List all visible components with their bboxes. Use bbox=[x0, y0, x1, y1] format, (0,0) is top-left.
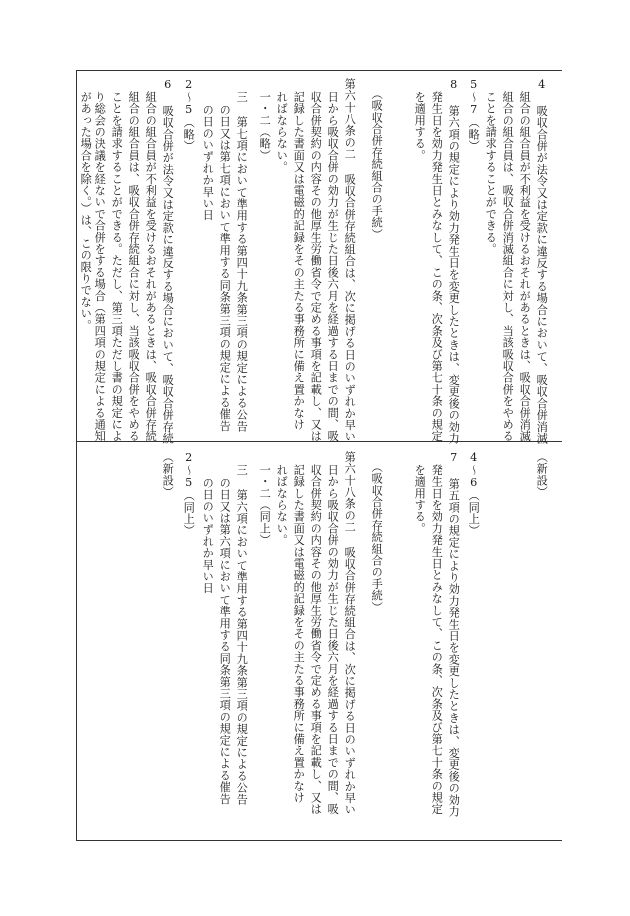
bottom-line-10: 第六十八条の二 吸収合併存続組合は、次に掲げる日のいずれか早い bbox=[343, 451, 357, 816]
top-line-3: 組合の組合員は、吸収合併消滅組合に対し、当該吸収合併をやめる bbox=[501, 91, 515, 442]
bottom-line-20: （新設） bbox=[161, 451, 175, 498]
bottom-line-16: 三 第六項において準用する第四十九条第三項の規定による公告 bbox=[235, 464, 249, 806]
top-line-8: を適用する。 bbox=[413, 91, 427, 162]
bottom-line-8: を適用する。 bbox=[413, 464, 427, 535]
bottom-line-14: ればならない。 bbox=[275, 464, 289, 546]
top-line-15: 一・二（略） bbox=[258, 91, 272, 162]
top-line-2: 組合の組合員が不利益を受けるおそれがあるときは、吸収合併消滅 bbox=[518, 91, 532, 442]
table-top-rule bbox=[76, 70, 562, 71]
top-line-9: （吸収合併存続組合の手続） bbox=[370, 88, 384, 241]
bottom-line-19: 2～5（同上） bbox=[182, 451, 196, 537]
top-line-23: ことを請求することができる。ただし、第三項ただし書の規定によ bbox=[110, 91, 124, 442]
top-line-16: 三 第七項において準用する第四十九条第三項の規定による公告 bbox=[235, 91, 249, 433]
top-line-24: り総会の決議を経ないで合併をする場合（第四項の規定による通知 bbox=[93, 91, 107, 442]
top-line-13: 記録した書面又は電磁的記録をその主たる事務所に備え置かなけ bbox=[292, 91, 306, 431]
bottom-line-13: 記録した書面又は電磁的記録をその主たる事務所に備え置かなけ bbox=[292, 464, 306, 804]
top-line-1: 4 吸収合併が法令又は定款に違反する場合において、吸収合併消滅 bbox=[535, 78, 549, 445]
bottom-line-9: （吸収合併存続組合の手続） bbox=[370, 461, 384, 614]
bottom-line-12: 収合併契約の内容その他厚生労働省令で定める事項を記載し、又は bbox=[309, 464, 323, 815]
top-line-19: 2～5（略） bbox=[182, 78, 196, 152]
bottom-line-17: の日又は第六項において準用する同条第三項の規定による催告 bbox=[218, 477, 232, 805]
bottom-line-7: 発生日を効力発生日とみなして、この条、次条及び第七十条の規定 bbox=[430, 464, 444, 815]
bottom-line-1: （新設） bbox=[535, 451, 549, 498]
top-line-14: ればならない。 bbox=[275, 91, 289, 173]
top-line-25: があった場合を除く。）は、この限りでない。 bbox=[79, 91, 93, 332]
table-bottom-rule bbox=[76, 840, 562, 841]
top-line-10: 第六十八条の二 吸収合併存続組合は、次に掲げる日のいずれか早い bbox=[343, 78, 357, 443]
top-line-7: 発生日を効力発生日とみなして、この条、次条及び第七十条の規定 bbox=[430, 91, 444, 442]
top-line-5: 5～7（略） bbox=[467, 78, 481, 152]
bottom-line-11: 日から吸収合併の効力が生じた日後六月を経過する日までの間、吸 bbox=[326, 464, 340, 815]
top-line-18: の日のいずれか早い日 bbox=[201, 104, 215, 221]
top-line-17: の日又は第七項において準用する同条第三項の規定による催告 bbox=[218, 104, 232, 432]
top-line-12: 収合併契約の内容その他厚生労働省令で定める事項を記載し、又は bbox=[309, 91, 323, 442]
bottom-line-5: 4～6（同上） bbox=[467, 451, 481, 537]
top-line-6: 8 第六項の規定により効力発生日を変更したときは、変更後の効力 bbox=[447, 78, 461, 445]
bottom-line-18: の日のいずれか早い日 bbox=[201, 477, 215, 594]
top-line-20: 6 吸収合併が法令又は定款に違反する場合において、吸収合併存続 bbox=[161, 78, 175, 445]
top-line-21: 組合の組合員が不利益を受けるおそれがあるときは、吸収合併存続 bbox=[144, 91, 158, 442]
bottom-line-6: 7 第五項の規定により効力発生日を変更したときは、変更後の効力 bbox=[447, 451, 461, 818]
table-left-rule bbox=[76, 70, 77, 840]
top-line-22: 組合の組合員は、吸収合併存続組合に対し、当該吸収合併をやめる bbox=[127, 91, 141, 442]
top-line-4: ことを請求することができる。 bbox=[484, 91, 498, 255]
bottom-line-15: 一・二（同上） bbox=[258, 464, 272, 546]
top-line-11: 日から吸収合併の効力が生じた日後六月を経過する日までの間、吸 bbox=[326, 91, 340, 442]
